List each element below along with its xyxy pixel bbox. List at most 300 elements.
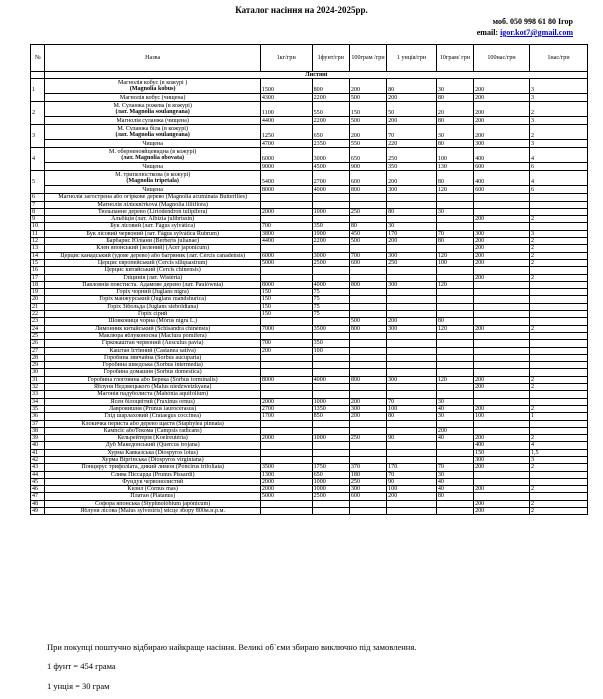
price-cell: 1350 — [312, 405, 349, 412]
plant-name: Хурма Кавказська (Diospyros lotus) — [45, 449, 260, 456]
plant-name: Дуб Македонський (Quercus trojana) — [45, 442, 260, 449]
price-cell: 6 — [529, 163, 587, 171]
table-row — [31, 194, 588, 201]
price-cell — [312, 201, 349, 208]
row-number: 49 — [31, 508, 45, 515]
row-number: 35 — [31, 405, 45, 412]
row-number: 14 — [31, 252, 45, 259]
price-cell: 2000 — [260, 486, 312, 493]
price-cell: 4700 — [260, 140, 312, 148]
price-cell — [474, 478, 530, 485]
price-cell — [529, 201, 587, 208]
price-cell — [436, 340, 473, 347]
row-number: 5 — [31, 171, 45, 194]
price-cell: 300 — [474, 140, 530, 148]
price-cell: 400 — [474, 442, 530, 449]
plant-name: Маклюра яблуконосна (Maclura pomifera) — [45, 332, 260, 339]
price-cell: 200 — [349, 79, 386, 94]
price-cell: 500 — [349, 94, 386, 102]
price-cell: 400 — [474, 171, 530, 186]
table-row — [31, 230, 588, 237]
price-cell — [474, 398, 530, 405]
table-row — [31, 318, 588, 325]
price-cell: 1100 — [260, 102, 312, 117]
price-cell — [260, 442, 312, 449]
plant-name — [45, 171, 260, 186]
price-cell — [474, 194, 530, 201]
table-row — [31, 449, 588, 456]
row-number: 15 — [31, 259, 45, 266]
col-header-num: № — [31, 45, 45, 72]
email-label: email: — [476, 28, 499, 37]
price-cell — [349, 362, 386, 369]
price-cell — [387, 216, 437, 223]
price-cell — [436, 500, 473, 507]
price-cell — [474, 420, 530, 427]
price-cell — [260, 354, 312, 361]
plant-name-line: М. оберненояйцевидна (в кожурі) — [109, 149, 197, 155]
price-cell: 4 — [529, 442, 587, 449]
table-row — [31, 171, 588, 186]
price-cell — [312, 391, 349, 398]
row-number: 38 — [31, 427, 45, 434]
price-cell: 80 — [436, 318, 473, 325]
price-cell: 4 — [529, 148, 587, 163]
price-cell: 220 — [387, 140, 437, 148]
price-cell: 80 — [387, 79, 437, 94]
row-number: 8 — [31, 208, 45, 215]
price-cell — [436, 354, 473, 361]
table-row — [31, 267, 588, 274]
price-cell: 5000 — [260, 259, 312, 266]
plant-name: Софора японська (Styphnolóbium japónicum) — [45, 500, 260, 507]
table-row — [31, 296, 588, 303]
price-cell — [312, 508, 349, 515]
price-cell: 200 — [349, 125, 386, 140]
page-title: Каталог насіння на 2024-2025рр. — [235, 5, 368, 15]
row-number: 7 — [31, 201, 45, 208]
price-cell: 4000 — [312, 376, 349, 383]
row-number: 47 — [31, 493, 45, 500]
price-cell: 2 — [529, 486, 587, 493]
price-cell — [436, 456, 473, 463]
row-number: 41 — [31, 449, 45, 456]
price-cell — [529, 303, 587, 310]
price-cell — [474, 391, 530, 398]
price-cell — [474, 289, 530, 296]
price-cell: 100 — [436, 259, 473, 266]
table-row — [31, 456, 588, 463]
plant-name: Барбарис Юліани (Berberis julianae) — [45, 238, 260, 245]
price-cell — [312, 442, 349, 449]
price-cell: 70 — [436, 464, 473, 471]
price-cell — [474, 296, 530, 303]
price-cell: 1000 — [312, 486, 349, 493]
price-cell — [260, 508, 312, 515]
plant-name: Яблуня лісова (Malus sylvestris) місце збору 800м.н.р.м. — [45, 508, 260, 515]
price-cell — [387, 420, 437, 427]
price-cell: 2 — [529, 245, 587, 252]
price-cell — [529, 362, 587, 369]
plant-name: Хурма Віргінська (Diospyros virginiana) — [45, 456, 260, 463]
table-row — [31, 281, 588, 288]
plant-name: Горобина шведська (Sorbus intermedia) — [45, 362, 260, 369]
price-cell — [260, 369, 312, 376]
plant-name: Церцис китайський (Cercis chinensis) — [45, 267, 260, 274]
price-cell — [436, 391, 473, 398]
price-cell: 70 — [387, 471, 437, 478]
price-cell — [387, 384, 437, 391]
price-cell — [529, 398, 587, 405]
price-cell — [349, 303, 386, 310]
price-cell: 4400 — [260, 117, 312, 125]
price-cell: 700 — [260, 340, 312, 347]
col-header-100seeds: 100нас/грн — [474, 45, 530, 72]
price-cell: 8000 — [260, 281, 312, 288]
price-cell: 350 — [312, 223, 349, 230]
plant-name: Клен японський (зелений) (Acer japonicum) — [45, 245, 260, 252]
plant-name: Горобина домашня (Sorbus domestica) — [45, 369, 260, 376]
price-cell: 200 — [474, 486, 530, 493]
price-cell: 200 — [349, 413, 386, 420]
price-cell — [387, 340, 437, 347]
table-row — [31, 238, 588, 245]
row-number: 36 — [31, 413, 45, 420]
price-cell — [260, 245, 312, 252]
price-cell — [474, 201, 530, 208]
row-number: 19 — [31, 289, 45, 296]
row-number: 26 — [31, 340, 45, 347]
price-cell: 800 — [312, 79, 349, 94]
table-row — [31, 208, 588, 215]
price-cell: 300 — [387, 281, 437, 288]
price-cell — [474, 311, 530, 318]
price-cell: 200 — [387, 318, 437, 325]
price-cell: 2 — [529, 259, 587, 266]
price-cell — [349, 427, 386, 434]
table-header-row — [31, 45, 588, 72]
row-number: 12 — [31, 238, 45, 245]
price-cell — [436, 216, 473, 223]
price-cell: 300 — [387, 186, 437, 194]
price-cell: 8000 — [260, 186, 312, 194]
price-cell: 200 — [436, 427, 473, 434]
price-cell: 650 — [349, 148, 386, 163]
price-cell: 2 — [529, 435, 587, 442]
plant-name-line: Магнолія кобус (чищена) — [119, 94, 186, 101]
plant-name-line: Чищена — [142, 140, 163, 147]
price-cell: 80 — [436, 493, 473, 500]
row-number: 40 — [31, 442, 45, 449]
row-number: 25 — [31, 332, 45, 339]
plant-name — [45, 79, 260, 94]
row-number: 42 — [31, 456, 45, 463]
plant-name: Горіх чорний (Juglans nigra) — [45, 289, 260, 296]
price-cell: 2000 — [260, 208, 312, 215]
table-row — [31, 274, 588, 281]
price-cell — [349, 201, 386, 208]
price-cell: 150 — [260, 296, 312, 303]
price-cell: 100 — [474, 413, 530, 420]
price-cell: 200 — [474, 325, 530, 332]
price-cell: 4 — [529, 171, 587, 186]
price-cell — [260, 449, 312, 456]
price-cell — [529, 281, 587, 288]
price-cell: 7000 — [260, 325, 312, 332]
price-cell — [387, 267, 437, 274]
section-title: Листяні — [45, 72, 588, 79]
price-cell: 500 — [349, 238, 386, 245]
row-number: 46 — [31, 486, 45, 493]
table-row — [31, 478, 588, 485]
price-cell — [436, 201, 473, 208]
row-number: 32 — [31, 384, 45, 391]
plant-name-line: Чищена — [142, 186, 163, 193]
price-cell — [436, 267, 473, 274]
price-cell: 3500 — [312, 325, 349, 332]
table-row — [31, 347, 588, 354]
row-number: 29 — [31, 362, 45, 369]
plant-name-line: Магнолія суланжа (чищена) — [116, 117, 189, 124]
row-number: 24 — [31, 325, 45, 332]
price-cell — [312, 420, 349, 427]
price-cell: 1,5 — [529, 449, 587, 456]
price-cell — [349, 369, 386, 376]
price-cell: 4500 — [312, 163, 349, 171]
price-cell — [349, 296, 386, 303]
col-header-name: Назва — [45, 45, 260, 72]
price-cell: 900 — [349, 163, 386, 171]
plant-name — [45, 117, 260, 125]
price-cell — [387, 442, 437, 449]
price-cell: 200 — [474, 384, 530, 391]
col-header-1oz: 1 унція/грн — [387, 45, 437, 72]
price-cell: 500 — [349, 117, 386, 125]
price-cell: 650 — [312, 125, 349, 140]
price-cell — [436, 362, 473, 369]
table-row — [31, 508, 588, 515]
price-cell — [349, 347, 386, 354]
price-cell — [436, 311, 473, 318]
price-cell — [349, 391, 386, 398]
price-cell: 700 — [260, 223, 312, 230]
price-cell — [349, 311, 386, 318]
price-cell — [529, 354, 587, 361]
price-cell — [529, 391, 587, 398]
price-cell: 2000 — [260, 398, 312, 405]
plant-name: Горобина звичайна (Sorbus aucuparia) — [45, 354, 260, 361]
price-cell — [474, 267, 530, 274]
col-header-1lb: 1фунт/грн — [312, 45, 349, 72]
plant-name: Бук лісовий (лат. Fágus sylvática) — [45, 223, 260, 230]
price-cell: 200 — [474, 435, 530, 442]
plant-name: Горіх манжурський (Juglans mandshurica) — [45, 296, 260, 303]
price-cell: 2 — [529, 376, 587, 383]
price-cell: 9000 — [260, 163, 312, 171]
row-number: 45 — [31, 478, 45, 485]
plant-name: Горобина глоговина або Берека (Sorbus torminalis) — [45, 376, 260, 383]
plant-name: Лавровишня (Prúnus laurocérasus) — [45, 405, 260, 412]
col-header-1kg: 1кг/грн — [260, 45, 312, 72]
price-cell — [529, 420, 587, 427]
plant-name: Ясен білоцвітий (Fraxinus ornus) — [45, 398, 260, 405]
price-cell: 4000 — [312, 281, 349, 288]
price-cell — [436, 223, 473, 230]
price-cell — [436, 384, 473, 391]
table-row — [31, 94, 588, 102]
price-cell: 300 — [387, 325, 437, 332]
plant-name — [45, 140, 260, 148]
plant-name: Церцис канадський (удове дерево) або багряник (лат. Cércis canadensis) — [45, 252, 260, 259]
table-row — [31, 362, 588, 369]
table-row — [31, 325, 588, 332]
price-cell: 650 — [312, 471, 349, 478]
price-cell — [349, 442, 386, 449]
phone-number: моб. 050 998 61 80 Ігор — [492, 17, 573, 26]
price-cell — [387, 303, 437, 310]
plant-name: Магнолія загострена або огіркове дерево (Magnolia acuminata Butterflies) — [45, 194, 260, 201]
price-cell — [260, 391, 312, 398]
price-cell: 70 — [387, 398, 437, 405]
price-cell: 250 — [349, 435, 386, 442]
price-cell: 30 — [436, 125, 473, 140]
price-cell — [312, 354, 349, 361]
price-cell — [474, 369, 530, 376]
price-cell: 2 — [529, 325, 587, 332]
price-cell: 200 — [474, 102, 530, 117]
price-cell: 250 — [387, 148, 437, 163]
plant-name — [45, 125, 260, 140]
price-cell: 75 — [312, 303, 349, 310]
price-cell: 800 — [349, 281, 386, 288]
price-cell: 2 — [529, 216, 587, 223]
price-cell: 120 — [436, 376, 473, 383]
price-cell: 300 — [349, 405, 386, 412]
footer-pound: 1 фунт = 454 грама — [47, 661, 116, 671]
col-header-100g: 100грам /грн — [349, 45, 386, 72]
price-cell — [529, 332, 587, 339]
price-cell — [529, 347, 587, 354]
price-cell: 200 — [387, 493, 437, 500]
price-cell: 200 — [260, 347, 312, 354]
price-cell: 2 — [529, 238, 587, 245]
row-number: 1 — [31, 79, 45, 102]
table-row — [31, 340, 588, 347]
price-cell — [387, 296, 437, 303]
price-cell: 30 — [436, 413, 473, 420]
table-row — [31, 376, 588, 383]
plant-name: Лимонник китайський (Schisándra chinénsis) — [45, 325, 260, 332]
price-cell — [529, 340, 587, 347]
price-cell: 4300 — [260, 94, 312, 102]
plant-name — [45, 186, 260, 194]
plant-name — [45, 148, 260, 163]
price-cell — [349, 245, 386, 252]
price-cell — [349, 194, 386, 201]
price-cell: 1750 — [312, 464, 349, 471]
price-cell: 100 — [387, 486, 437, 493]
row-number: 27 — [31, 347, 45, 354]
price-cell — [312, 427, 349, 434]
row-number: 10 — [31, 223, 45, 230]
price-cell: 170 — [387, 464, 437, 471]
price-cell: 80 — [387, 413, 437, 420]
table-row — [31, 140, 588, 148]
price-cell — [349, 274, 386, 281]
price-cell — [529, 289, 587, 296]
price-cell: 40 — [436, 478, 473, 485]
price-cell: 250 — [349, 478, 386, 485]
row-number: 16 — [31, 267, 45, 274]
plant-name: Павловнія повстиста. Адамове дерево (лат. Paulównia) — [45, 281, 260, 288]
table-row — [31, 486, 588, 493]
price-cell: 200 — [474, 500, 530, 507]
table-row — [31, 186, 588, 194]
price-cell: 2200 — [312, 238, 349, 245]
price-cell: 200 — [387, 117, 437, 125]
price-cell — [387, 500, 437, 507]
row-number: 22 — [31, 311, 45, 318]
price-cell: 40 — [436, 405, 473, 412]
price-cell — [387, 332, 437, 339]
price-cell — [474, 281, 530, 288]
price-cell: 1500 — [260, 79, 312, 94]
price-cell: 80 — [436, 140, 473, 148]
price-cell — [387, 347, 437, 354]
section-row — [31, 72, 588, 79]
price-cell — [436, 274, 473, 281]
price-cell: 80 — [436, 94, 473, 102]
price-cell: 200 — [474, 79, 530, 94]
price-cell — [436, 289, 473, 296]
table-row — [31, 420, 588, 427]
price-cell: 2000 — [260, 478, 312, 485]
price-cell: 600 — [349, 171, 386, 186]
price-cell — [260, 456, 312, 463]
price-cell: 800 — [349, 186, 386, 194]
plant-name: Слива Піссарда (Prunus Pissardi) — [45, 471, 260, 478]
row-number: 39 — [31, 435, 45, 442]
price-cell: 800 — [349, 325, 386, 332]
price-cell: 2500 — [312, 259, 349, 266]
price-cell: 5000 — [260, 493, 312, 500]
price-cell: 40 — [436, 486, 473, 493]
price-cell — [312, 500, 349, 507]
row-number: 23 — [31, 318, 45, 325]
price-cell: 300 — [349, 486, 386, 493]
table-row — [31, 252, 588, 259]
price-cell — [312, 369, 349, 376]
price-cell: 400 — [474, 148, 530, 163]
price-cell: 600 — [349, 259, 386, 266]
table-row — [31, 245, 588, 252]
table-row — [31, 398, 588, 405]
table-row — [31, 223, 588, 230]
price-cell — [349, 420, 386, 427]
price-cell: 200 — [387, 94, 437, 102]
row-number: 37 — [31, 420, 45, 427]
email-link[interactable]: igor.kot7@gmail.com — [500, 28, 573, 37]
plant-name-line: (лат. Magnolia obovata) — [121, 155, 185, 162]
price-cell: 200 — [387, 238, 437, 245]
price-cell: 70 — [436, 230, 473, 237]
plant-name-line: (лат. Magnolia soulangeana) — [115, 109, 190, 116]
price-cell — [349, 354, 386, 361]
price-cell: 1 — [529, 413, 587, 420]
price-cell — [260, 420, 312, 427]
price-cell: 200 — [474, 94, 530, 102]
price-cell — [349, 456, 386, 463]
